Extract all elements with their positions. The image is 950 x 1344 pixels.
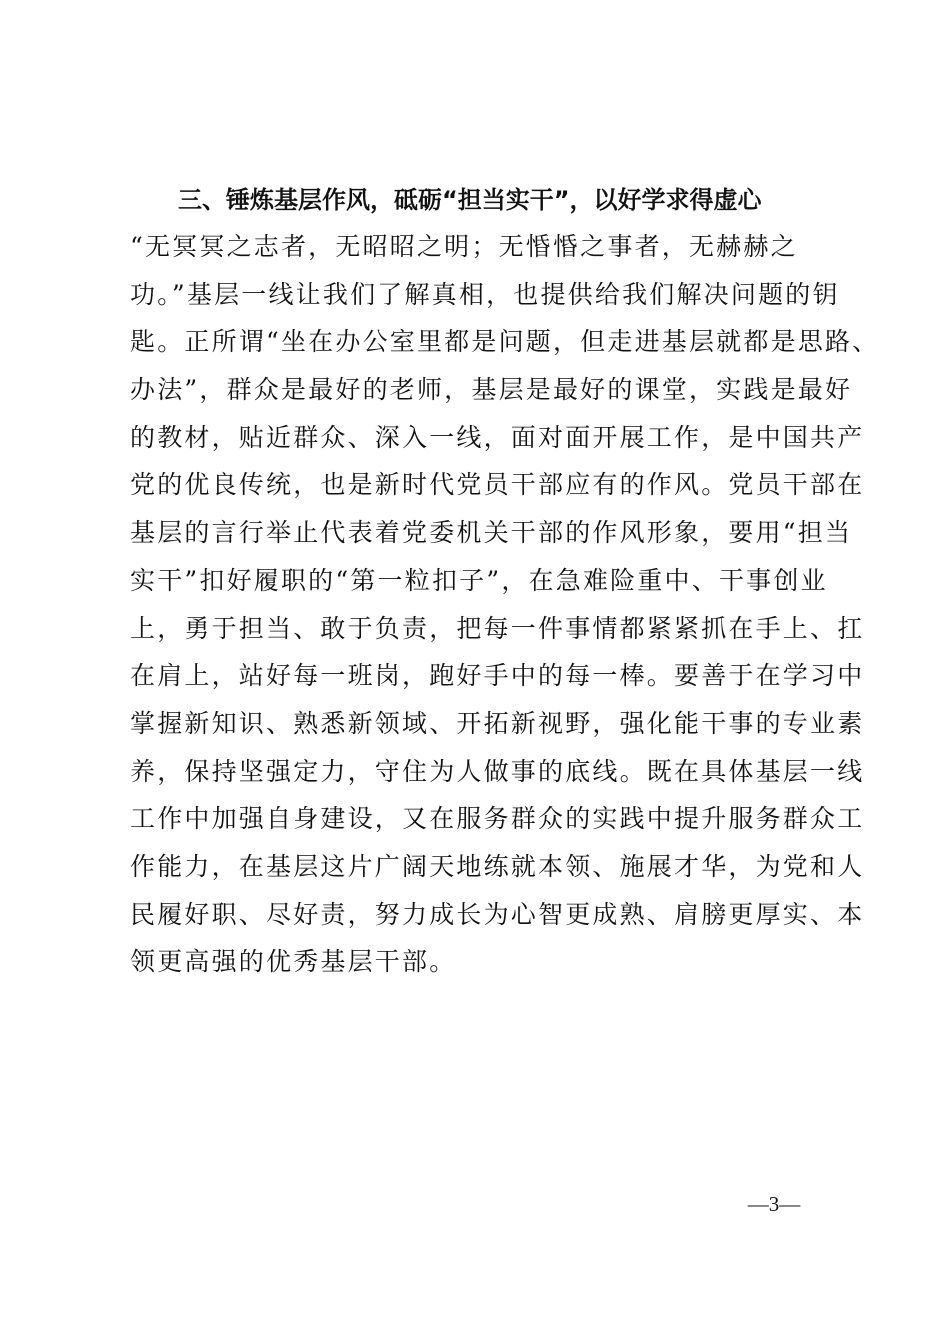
body-paragraph xyxy=(130,223,880,986)
paragraph-line: 养，保持坚强定力，守住为人做事的底线。既在具体基层一线 xyxy=(130,756,865,786)
paragraph-line: 在肩上，站好每一班岗，跑好手中的每一棒。要善于在学习中 xyxy=(130,661,865,691)
paragraph-line: 功。”基层一线让我们了解真相，也提供给我们解决问题的钥 xyxy=(130,279,840,309)
paragraph-line: 领更高强的优秀基层干部。 xyxy=(130,947,457,977)
paragraph-line: 基层的言行举止代表着党委机关干部的作风形象，要用“担当 xyxy=(130,518,853,548)
paragraph-line: 办法”，群众是最好的老师，基层是最好的课堂，实践是最好 xyxy=(130,375,853,405)
section-heading: 三、锤炼基层作风，砥砺“担当实干”，以好学求得虚心 xyxy=(178,186,762,214)
paragraph-line: 上，勇于担当、敢于负责，把每一件事情都紧紧抓在手上、扛 xyxy=(130,613,865,643)
paragraph-line: 掌握新知识、熟悉新领域、开拓新视野，强化能干事的专业素 xyxy=(130,708,865,738)
paragraph-line: 的教材，贴近群众、深入一线，面对面开展工作，是中国共产 xyxy=(130,422,865,452)
paragraph-line: 民履好职、尽好责，努力成长为心智更成熟、肩膀更厚实、本 xyxy=(130,899,865,929)
page-number: —3— xyxy=(747,1192,801,1216)
paragraph-line: “无冥冥之志者，无昭昭之明；无惛惛之事者，无赫赫之 xyxy=(130,232,798,261)
paragraph-line: 工作中加强自身建设，又在服务群众的实践中提升服务群众工 xyxy=(130,804,865,834)
paragraph-line: 实干”扣好履职的“第一粒扣子”，在急难险重中、干事创业 xyxy=(130,565,828,595)
paragraph-line: 作能力，在基层这片广阔天地练就本领、施展才华，为党和人 xyxy=(130,851,865,881)
paragraph-line: 党的优良传统，也是新时代党员干部应有的作风。党员干部在 xyxy=(130,470,865,500)
paragraph-line: 匙。正所谓“坐在办公室里都是问题，但走进基层就都是思路、 xyxy=(130,327,880,357)
